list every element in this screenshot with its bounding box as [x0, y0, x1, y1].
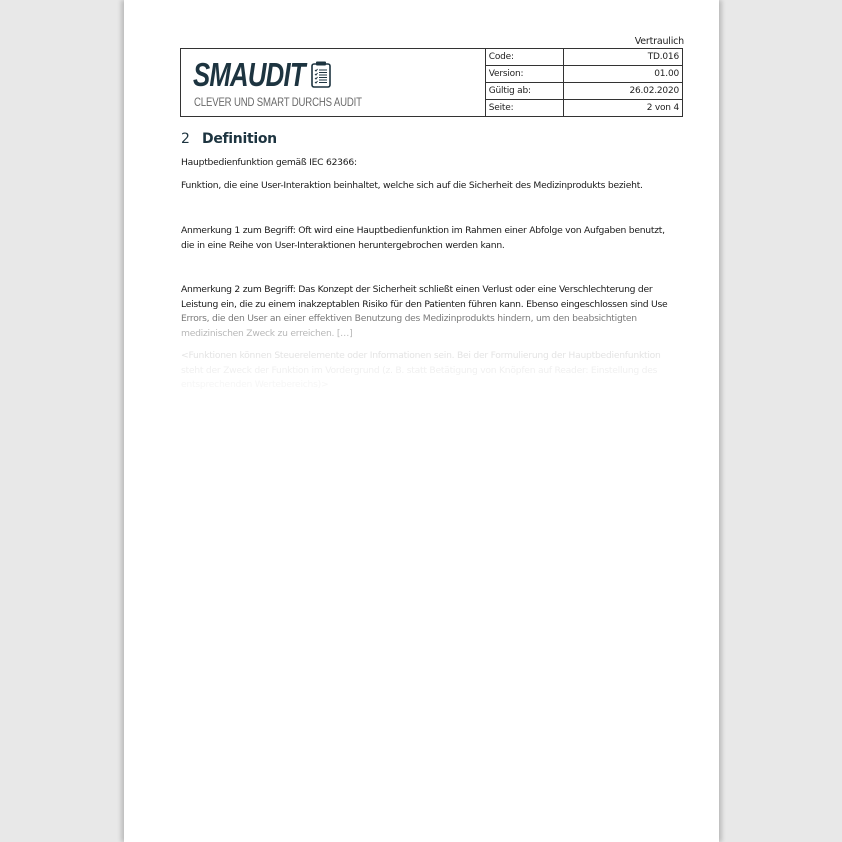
document-meta-table: [486, 49, 682, 116]
meta-label: Seite:: [486, 100, 564, 117]
section-title: Definition: [202, 131, 277, 147]
placeholder-line: steht der Zweck der Funktion im Vordergrund (z. B. statt Betätigung von Knöpfen auf Reader: Einstellung des: [181, 365, 658, 376]
meta-row-code: [486, 49, 682, 66]
logo: [181, 49, 486, 116]
meta-value: TD.016: [563, 49, 682, 66]
classification-label: Vertraulich: [634, 36, 684, 47]
logo-wordmark: SMAUDIT: [193, 56, 305, 93]
meta-label: Gültig ab:: [486, 83, 564, 100]
clipboard-checklist-icon: [311, 61, 331, 88]
document-page: [124, 0, 719, 842]
note2-line: Leistung ein, die zu einem inakzeptablen Risiko für den Patienten führen kann. Ebenso eingeschlossen sind Use: [181, 299, 668, 310]
meta-label: Code:: [486, 49, 564, 66]
section-number: 2: [181, 131, 190, 147]
note1-line: Anmerkung 1 zum Begriff: Oft wird eine Hauptbedienfunktion im Rahmen einer Abfolge von Aufgaben benutzt,: [181, 225, 665, 236]
meta-value: 26.02.2020: [563, 83, 682, 100]
note2-line: Errors, die den User an einer effektiven Benutzung des Medizinprodukts hindern, um den beabsichtigten: [181, 313, 637, 324]
intro-paragraph: Hauptbedienfunktion gemäß IEC 62366:: [181, 157, 357, 168]
logo-tagline: CLEVER UND SMART DURCHS AUDIT: [194, 95, 362, 109]
note2-line: medizinischen Zweck zu erreichen. […]: [181, 328, 353, 339]
meta-label: Version:: [486, 66, 564, 83]
placeholder-line: <Funktionen können Steuerelemente oder Informationen sein. Bei der Formulierung der Hauptbedienfunktion: [181, 350, 661, 361]
section-heading: [181, 131, 277, 147]
note1-line: die in eine Reihe von User-Interaktionen heruntergebrochen werden kann.: [181, 240, 505, 251]
meta-row-page: [486, 100, 682, 117]
meta-row-valid-from: [486, 83, 682, 100]
document-header: [180, 48, 683, 117]
note2-line: Anmerkung 2 zum Begriff: Das Konzept der Sicherheit schließt einen Verlust oder eine Verschlechterung der: [181, 284, 653, 295]
meta-row-version: [486, 66, 682, 83]
placeholder-line: entsprechenden Wertebereichs)>: [181, 379, 329, 390]
definition-paragraph: Funktion, die eine User-Interaktion beinhaltet, welche sich auf die Sicherheit des Medizinprodukts bezieht.: [181, 180, 643, 191]
meta-value: 01.00: [563, 66, 682, 83]
meta-value: 2 von 4: [646, 103, 679, 113]
